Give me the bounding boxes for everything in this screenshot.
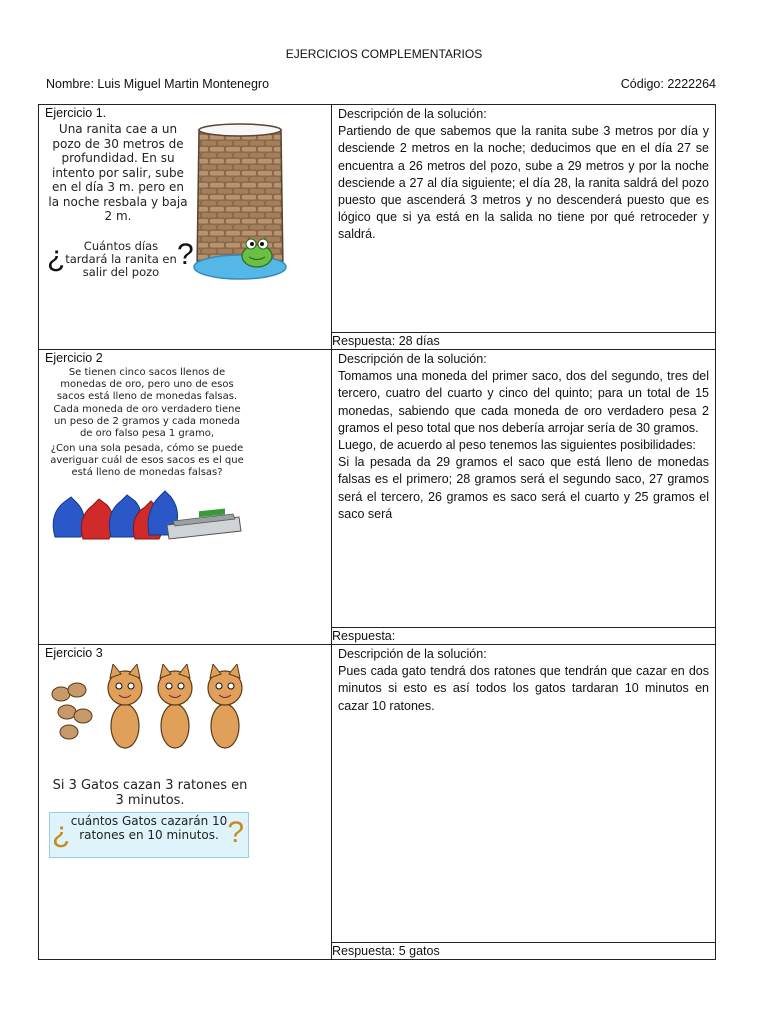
exercise-row-3 — [39, 645, 716, 943]
coin-sacks-illustration — [47, 367, 247, 545]
exercise-3-solution-title: Descripción de la solución: — [338, 647, 487, 661]
frog-question-text: Cuántos días tardará la ranita en salir del pozo — [65, 239, 177, 279]
exercise-3-solution-cell — [332, 645, 716, 943]
frog-problem-text: Una ranita cae a un pozo de 30 metros de profundidad. En su intento por salir, sube en el día 3 m. pero en la noche resbala y baja 2 m. — [48, 122, 188, 223]
scale-icon — [167, 509, 241, 539]
exercise-2-solution-text: Tomamos una moneda del primer saco, dos del segundo, tres del tercero, cuatro del cuarto y cinco del quinto; para un total de 15 monedas, sabiendo que cada moneda de oro verdadero pesa 2 gramos el peso total que nos debería arrojar sería de 30 gramos. Luego, de acuerdo al peso tenemos las siguientes posibilidades: Si la pesada da 29 gramos el saco que está lleno de monedas falsas es el primero; 28 gramos será el segundo saco, 27 gramos será el tercero, 26 gramos es saco será el cuarto y 25 gramos el saco será — [338, 369, 709, 521]
exercise-row-2 — [39, 350, 716, 628]
question-mark-icon: ? — [177, 238, 194, 271]
coins-problem-text: Se tienen cinco sacos llenos de monedas de oro, pero uno de esos sacos está lleno de monedas falsas. Cada moneda de oro verdadero tiene un peso de 2 gramos y cada moneda de oro falso pesa 1 gramo, — [53, 367, 241, 440]
exercise-1-answer: Respuesta: 28 días — [332, 332, 716, 349]
cats-question-text: cuántos Gatos cazarán 10 ratones en 10 minutos. — [70, 814, 228, 842]
cats-mice-illustration — [47, 662, 253, 858]
cat-icon — [208, 664, 242, 748]
frog-well-illustration — [47, 122, 287, 284]
question-mark-icon: ? — [227, 816, 244, 849]
question-mark-icon: ¿ — [52, 816, 71, 849]
cats-problem-text: Si 3 Gatos cazan 3 ratones en 3 minutos. — [52, 778, 248, 808]
mouse-icon — [52, 683, 92, 739]
exercise-3-answer: Respuesta: 5 gatos — [332, 942, 716, 959]
exercise-2-solution-cell — [332, 350, 716, 628]
exercise-1-solution-cell — [332, 105, 716, 333]
exercise-3-problem-cell — [39, 645, 332, 960]
exercise-3-label: Ejercicio 3 — [45, 646, 103, 660]
exercise-table — [38, 104, 716, 960]
exercise-2-label: Ejercicio 2 — [45, 351, 103, 365]
coins-question-text: ¿Con una sola pesada, cómo se puede averiguar cuál de esos sacos es el que está lleno de monedas falsas? — [50, 443, 244, 479]
cat-icon — [158, 664, 192, 748]
sacks-and-scale-icon — [49, 477, 245, 543]
question-mark-icon: ¿ — [47, 240, 66, 273]
exercise-2-answer: Respuesta: — [332, 628, 716, 645]
exercise-2-problem-cell — [39, 350, 332, 645]
document-title: EJERCICIOS COMPLEMENTARIOS — [285, 47, 483, 61]
exercise-1-solution-text: Partiendo de que sabemos que la ranita sube 3 metros por día y desciende 2 metros en la noche; deducimos que en el día 27 se encuentra a 26 metros del pozo, sube a 29 metros y por la noche desciende a 27 al día siguiente; el día 28, la ranita saldrá del pozo puesto que ascenderá 3 metros y no descenderá puesto que es lógico que si ya está en la salida no tiene por qué retroceder y saldrá. — [338, 124, 709, 242]
sack-icon — [53, 491, 177, 539]
cats-and-mice-icon — [47, 664, 253, 752]
exercise-2-solution-title: Descripción de la solución: — [338, 352, 487, 366]
well-icon — [193, 122, 287, 282]
exercise-1-problem-cell — [39, 105, 332, 350]
cat-icon — [108, 664, 142, 748]
student-code: Código: 2222264 — [620, 77, 716, 91]
student-name: Nombre: Luis Miguel Martin Montenegro — [46, 77, 270, 91]
exercise-1-label: Ejercicio 1. — [45, 106, 107, 120]
exercise-1-solution-title: Descripción de la solución: — [338, 107, 487, 121]
exercise-row-1 — [39, 105, 716, 333]
question-box — [49, 812, 249, 858]
exercise-3-solution-text: Pues cada gato tendrá dos ratones que tendrán que cazar en dos minutos si esto es así todos los gatos tardaran 10 minutos en cazar 10 ratones. — [338, 664, 709, 713]
